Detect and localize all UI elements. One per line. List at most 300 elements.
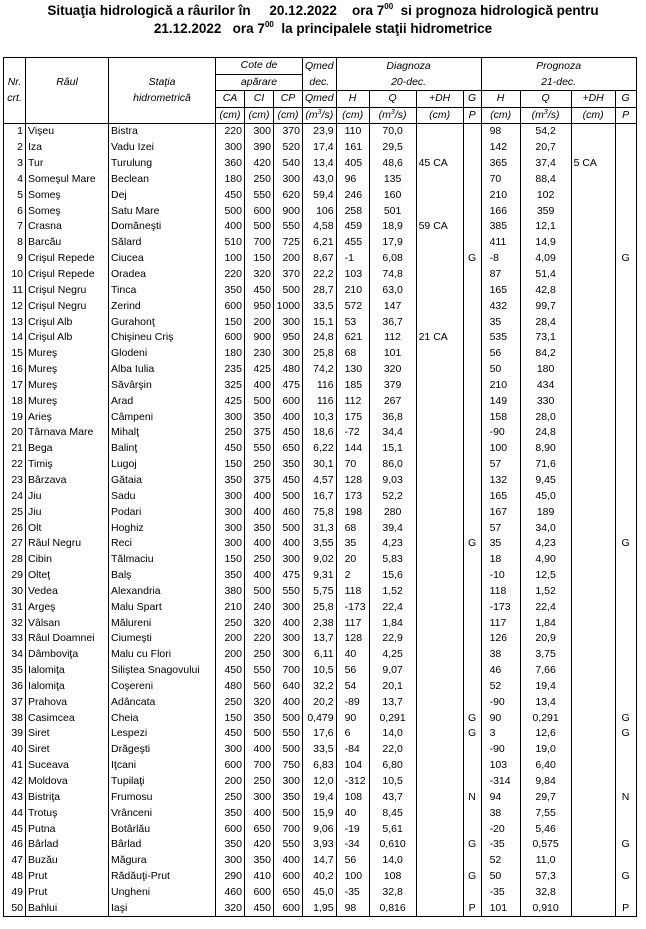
table-row <box>4 330 637 346</box>
unit-m3s-a-diag: (m <box>378 108 391 121</box>
cell-station: Oradea <box>109 267 216 283</box>
cell-river: Jiu <box>26 488 109 504</box>
cell-nr: 23 <box>4 473 26 489</box>
cell-g-diag <box>463 156 481 172</box>
cell-g-diag <box>463 885 481 901</box>
header-unit-h-diag <box>336 107 369 124</box>
cell-dh-prog <box>571 425 615 441</box>
cell-q-prog: 330 <box>520 393 571 409</box>
table-row <box>4 774 637 790</box>
cell-g-diag <box>463 457 481 473</box>
cell-dh-prog <box>571 821 615 837</box>
table-row <box>4 282 637 298</box>
cell-ci: 550 <box>245 187 274 203</box>
cell-cp: 460 <box>274 504 303 520</box>
cell-q-diag: 29,5 <box>369 140 416 156</box>
cell-river: Râul Negru <box>26 536 109 552</box>
cell-h-diag: 117 <box>336 615 369 631</box>
cell-h-diag: 128 <box>336 473 369 489</box>
cell-dh-diag <box>416 457 463 473</box>
cell-dh-diag <box>416 742 463 758</box>
header-qmed2-text: dec. <box>309 75 330 88</box>
cell-dh-prog <box>571 362 615 378</box>
cell-dh-diag <box>416 409 463 425</box>
cell-h-diag: 258 <box>336 203 369 219</box>
cell-h-diag: 53 <box>336 314 369 330</box>
cell-dh-diag <box>416 900 463 916</box>
cell-h-diag: 112 <box>336 393 369 409</box>
cell-ca: 425 <box>216 393 245 409</box>
header-unit-ca <box>216 107 245 124</box>
cell-station: Gătaia <box>109 473 216 489</box>
cell-ci: 500 <box>245 583 274 599</box>
cell-dh-prog <box>571 647 615 663</box>
cell-qmed: 6,22 <box>303 441 337 457</box>
cell-river: Mureş <box>26 393 109 409</box>
cell-q-diag: 39,4 <box>369 520 416 536</box>
cell-station: Balinţ <box>109 441 216 457</box>
cell-h-prog: -90 <box>481 425 520 441</box>
cell-nr: 1 <box>4 124 26 140</box>
cell-river: Trotuş <box>26 805 109 821</box>
unit-m3s-b-diag: /s) <box>394 108 407 121</box>
cell-ci: 400 <box>245 742 274 758</box>
cell-q-diag: 5,83 <box>369 552 416 568</box>
cell-ca: 350 <box>216 282 245 298</box>
cell-qmed: 116 <box>303 378 337 394</box>
cell-qmed: 17,4 <box>303 140 337 156</box>
cell-g-prog <box>615 393 636 409</box>
cell-ci: 420 <box>245 156 274 172</box>
cell-station: Adâncata <box>109 694 216 710</box>
cell-q-prog: 5,46 <box>520 821 571 837</box>
cell-g-prog <box>615 821 636 837</box>
cell-station: Beclean <box>109 172 216 188</box>
cell-dh-diag <box>416 251 463 267</box>
cell-ca: 250 <box>216 615 245 631</box>
cell-river: Vedea <box>26 583 109 599</box>
cell-ci: 350 <box>245 710 274 726</box>
cell-h-diag: 40 <box>336 805 369 821</box>
cell-ca: 460 <box>216 885 245 901</box>
cell-h-prog: 132 <box>481 473 520 489</box>
cell-cp: 300 <box>274 346 303 362</box>
cell-station: Vrânceni <box>109 805 216 821</box>
cell-ci: 350 <box>245 853 274 869</box>
cell-g-prog <box>615 425 636 441</box>
cell-station: Podari <box>109 504 216 520</box>
cell-ca: 450 <box>216 187 245 203</box>
header-unit-ci <box>245 107 274 124</box>
cell-q-diag: 15,1 <box>369 441 416 457</box>
header-g-diag-text: G <box>468 92 477 105</box>
cell-g-prog <box>615 124 636 140</box>
cell-river: Jiu <box>26 504 109 520</box>
cell-station: Cheia <box>109 710 216 726</box>
cell-cp: 400 <box>274 409 303 425</box>
cell-ca: 350 <box>216 568 245 584</box>
cell-h-prog: 52 <box>481 679 520 695</box>
cell-q-prog: 9,84 <box>520 774 571 790</box>
cell-q-prog: 20,9 <box>520 631 571 647</box>
cell-station: Malu Spart <box>109 599 216 615</box>
cell-qmed: 9,06 <box>303 821 337 837</box>
cell-station: Drăgeşti <box>109 742 216 758</box>
cell-h-prog: 56 <box>481 346 520 362</box>
header-units-nr <box>4 107 26 124</box>
header-h-prog <box>481 91 520 108</box>
cell-h-prog: 365 <box>481 156 520 172</box>
table-row <box>4 251 637 267</box>
unit-cm-ca: (cm) <box>219 108 241 121</box>
cell-cp: 600 <box>274 393 303 409</box>
cell-ca: 250 <box>216 425 245 441</box>
cell-h-prog: 149 <box>481 393 520 409</box>
cell-dh-diag <box>416 441 463 457</box>
cell-dh-diag <box>416 631 463 647</box>
header-qmed-dec <box>303 74 337 91</box>
cell-ca: 220 <box>216 267 245 283</box>
cell-g-diag <box>463 504 481 520</box>
unit-cm-dh-diag: (cm) <box>429 108 451 121</box>
header-qmed1-text: Qmed <box>305 59 334 72</box>
cell-cp: 540 <box>274 156 303 172</box>
cell-g-prog: G <box>615 536 636 552</box>
cell-cp: 500 <box>274 742 303 758</box>
cell-g-prog <box>615 140 636 156</box>
cell-dh-diag <box>416 758 463 774</box>
cell-qmed: 32,2 <box>303 679 337 695</box>
cell-q-diag: 22,0 <box>369 742 416 758</box>
cell-q-prog: 0,291 <box>520 710 571 726</box>
cell-q-diag: 9,03 <box>369 473 416 489</box>
cell-h-prog: -8 <box>481 251 520 267</box>
cell-q-diag: 1,84 <box>369 615 416 631</box>
header-q-diag-text: Q <box>388 92 397 105</box>
cell-cp: 650 <box>274 441 303 457</box>
cell-qmed: 59,4 <box>303 187 337 203</box>
cell-h-prog: 50 <box>481 362 520 378</box>
cell-h-diag: -19 <box>336 821 369 837</box>
cell-station: Chişineu Criş <box>109 330 216 346</box>
cell-dh-prog <box>571 805 615 821</box>
cell-q-diag: 6,80 <box>369 758 416 774</box>
cell-qmed: 10,5 <box>303 663 337 679</box>
unit-m3s-a-qmed: (m <box>305 108 318 121</box>
header-qmed <box>303 91 337 108</box>
cell-dh-prog <box>571 853 615 869</box>
cell-nr: 45 <box>4 821 26 837</box>
cell-station: Malu cu Flori <box>109 647 216 663</box>
cell-qmed: 3,55 <box>303 536 337 552</box>
cell-station: Mălureni <box>109 615 216 631</box>
cell-qmed: 45,0 <box>303 885 337 901</box>
header-crt-text: crt. <box>7 92 22 105</box>
cell-nr: 49 <box>4 885 26 901</box>
cell-q-prog: 34,0 <box>520 520 571 536</box>
cell-g-prog: P <box>615 900 636 916</box>
cell-ci: 320 <box>245 615 274 631</box>
cell-dh-prog <box>571 900 615 916</box>
cell-cp: 350 <box>274 457 303 473</box>
cell-dh-prog <box>571 869 615 885</box>
cell-qmed: 25,8 <box>303 346 337 362</box>
cell-qmed: 6,11 <box>303 647 337 663</box>
cell-cp: 450 <box>274 473 303 489</box>
cell-q-prog: 45,0 <box>520 488 571 504</box>
cell-dh-prog <box>571 679 615 695</box>
cell-station: Botârlău <box>109 821 216 837</box>
cell-g-diag <box>463 298 481 314</box>
cell-cp: 700 <box>274 821 303 837</box>
cell-nr: 13 <box>4 314 26 330</box>
cell-station: Frumosu <box>109 789 216 805</box>
table-row <box>4 314 637 330</box>
cell-river: Arieş <box>26 409 109 425</box>
cell-river: Moldova <box>26 774 109 790</box>
unit-m3s-b-prog: /s) <box>547 108 560 121</box>
cell-nr: 20 <box>4 425 26 441</box>
title-hour-a: ora 7 <box>351 3 385 18</box>
cell-cp: 950 <box>274 330 303 346</box>
cell-ca: 150 <box>216 457 245 473</box>
table-row <box>4 758 637 774</box>
cell-river: Siret <box>26 742 109 758</box>
cell-q-prog: 359 <box>520 203 571 219</box>
cell-q-diag: 135 <box>369 172 416 188</box>
cell-q-prog: 0,575 <box>520 837 571 853</box>
cell-ci: 900 <box>245 330 274 346</box>
hydro-table-container <box>3 57 637 917</box>
cell-river: Bârlad <box>26 837 109 853</box>
cell-dh-prog <box>571 885 615 901</box>
cell-ca: 400 <box>216 219 245 235</box>
unit-m3s-a-prog: (m <box>531 108 544 121</box>
cell-nr: 26 <box>4 520 26 536</box>
cell-dh-diag <box>416 885 463 901</box>
unit-p-prog: P <box>622 108 630 121</box>
cell-g-prog <box>615 219 636 235</box>
cell-dh-diag <box>416 362 463 378</box>
cell-cp: 400 <box>274 694 303 710</box>
cell-dh-prog <box>571 552 615 568</box>
cell-dh-prog <box>571 346 615 362</box>
cell-dh-prog <box>571 536 615 552</box>
header-dh-prog-text: +DH <box>582 92 604 105</box>
cell-ca: 150 <box>216 710 245 726</box>
cell-cp: 500 <box>274 710 303 726</box>
cell-g-diag <box>463 805 481 821</box>
cell-dh-prog <box>571 520 615 536</box>
cell-g-prog <box>615 457 636 473</box>
unit-cm-h-prog: (cm) <box>490 108 512 121</box>
cell-h-diag: -1 <box>336 251 369 267</box>
cell-ci: 400 <box>245 378 274 394</box>
cell-nr: 40 <box>4 742 26 758</box>
cell-q-diag: 112 <box>369 330 416 346</box>
cell-cp: 300 <box>274 774 303 790</box>
unit-cm-ci: (cm) <box>248 108 270 121</box>
cell-q-diag: 34,4 <box>369 425 416 441</box>
cell-ca: 350 <box>216 473 245 489</box>
cell-qmed: 5,75 <box>303 583 337 599</box>
cell-ci: 350 <box>245 520 274 536</box>
cell-nr: 50 <box>4 900 26 916</box>
cell-cp: 700 <box>274 663 303 679</box>
cell-h-prog: 165 <box>481 282 520 298</box>
cell-river: Suceava <box>26 758 109 774</box>
cell-q-prog: 20,7 <box>520 140 571 156</box>
cell-ca: 300 <box>216 140 245 156</box>
cell-h-prog: 52 <box>481 853 520 869</box>
cell-g-prog <box>615 853 636 869</box>
title-diagnosis-date: 20.12.2022 <box>269 3 337 18</box>
cell-h-prog: 35 <box>481 536 520 552</box>
header-nr-text: Nr. <box>7 75 22 88</box>
cell-h-prog: 94 <box>481 789 520 805</box>
title-hour-b-sup: 00 <box>264 20 274 29</box>
header-ca <box>216 91 245 108</box>
cell-q-prog: 22,4 <box>520 599 571 615</box>
cell-river: Dâmboviţa <box>26 647 109 663</box>
cell-q-prog: 88,4 <box>520 172 571 188</box>
header-statia2-text: hidrometrică <box>133 92 191 105</box>
cell-q-diag: 86,0 <box>369 457 416 473</box>
cell-river: Mureş <box>26 362 109 378</box>
unit-m3s-sup-diag: 3 <box>390 108 395 116</box>
cell-ci: 300 <box>245 124 274 140</box>
cell-ca: 300 <box>216 409 245 425</box>
cell-g-prog <box>615 552 636 568</box>
cell-h-diag: 110 <box>336 124 369 140</box>
header-unit-h-prog <box>481 107 520 124</box>
cell-ci: 320 <box>245 694 274 710</box>
cell-dh-diag <box>416 869 463 885</box>
cell-h-diag: 103 <box>336 267 369 283</box>
title-hour-b: ora 7 <box>232 21 265 36</box>
cell-q-diag: 52,2 <box>369 488 416 504</box>
cell-g-diag: G <box>463 869 481 885</box>
cell-h-prog: -314 <box>481 774 520 790</box>
cell-ca: 600 <box>216 758 245 774</box>
cell-cp: 1000 <box>274 298 303 314</box>
cell-g-diag <box>463 409 481 425</box>
cell-q-diag: 48,6 <box>369 156 416 172</box>
cell-river: Bahlui <box>26 900 109 916</box>
cell-dh-prog <box>571 140 615 156</box>
cell-ca: 150 <box>216 314 245 330</box>
cell-river: Prut <box>26 885 109 901</box>
cell-q-prog: 4,09 <box>520 251 571 267</box>
cell-qmed: 16,7 <box>303 488 337 504</box>
cell-ci: 400 <box>245 504 274 520</box>
header-prognoza-group <box>481 58 636 75</box>
table-row <box>4 663 637 679</box>
cell-nr: 37 <box>4 694 26 710</box>
cell-g-diag: G <box>463 837 481 853</box>
cell-cp: 400 <box>274 853 303 869</box>
cell-q-diag: 43,7 <box>369 789 416 805</box>
cell-cp: 400 <box>274 536 303 552</box>
unit-m3s-b-qmed: /s) <box>321 108 334 121</box>
cell-qmed: 3,93 <box>303 837 337 853</box>
cell-qmed: 15,1 <box>303 314 337 330</box>
cell-h-prog: 3 <box>481 726 520 742</box>
cell-h-prog: 535 <box>481 330 520 346</box>
cell-cp: 640 <box>274 679 303 695</box>
cell-river: Cibin <box>26 552 109 568</box>
cell-dh-prog <box>571 615 615 631</box>
cell-nr: 35 <box>4 663 26 679</box>
cell-ci: 400 <box>245 488 274 504</box>
cell-q-prog: 19,0 <box>520 742 571 758</box>
cell-ci: 700 <box>245 235 274 251</box>
table-row <box>4 568 637 584</box>
cell-g-prog <box>615 282 636 298</box>
cell-q-prog: 7,66 <box>520 663 571 679</box>
table-row <box>4 409 637 425</box>
cell-h-diag: 54 <box>336 679 369 695</box>
cell-qmed: 6,83 <box>303 758 337 774</box>
cell-h-prog: 385 <box>481 219 520 235</box>
cell-q-diag: 70,0 <box>369 124 416 140</box>
cell-dh-diag <box>416 599 463 615</box>
cell-h-diag: 6 <box>336 726 369 742</box>
cell-nr: 32 <box>4 615 26 631</box>
cell-q-diag: 63,0 <box>369 282 416 298</box>
cell-q-diag: 501 <box>369 203 416 219</box>
cell-nr: 19 <box>4 409 26 425</box>
cell-h-diag: 175 <box>336 409 369 425</box>
cell-ci: 250 <box>245 172 274 188</box>
cell-qmed: 40,2 <box>303 869 337 885</box>
table-row <box>4 346 637 362</box>
cell-h-prog: 126 <box>481 631 520 647</box>
cell-h-prog: 167 <box>481 504 520 520</box>
cell-dh-diag <box>416 821 463 837</box>
table-row <box>4 362 637 378</box>
cell-dh-diag <box>416 536 463 552</box>
cell-g-diag <box>463 187 481 203</box>
cell-q-diag: 0,610 <box>369 837 416 853</box>
cell-qmed: 24,8 <box>303 330 337 346</box>
cell-g-prog <box>615 774 636 790</box>
cell-dh-prog <box>571 710 615 726</box>
cell-ca: 290 <box>216 869 245 885</box>
cell-ci: 250 <box>245 552 274 568</box>
cell-h-diag: 198 <box>336 504 369 520</box>
table-row <box>4 583 637 599</box>
cell-ci: 400 <box>245 536 274 552</box>
cell-nr: 16 <box>4 362 26 378</box>
cell-g-diag <box>463 393 481 409</box>
table-row <box>4 631 637 647</box>
cell-h-diag: -34 <box>336 837 369 853</box>
cell-dh-diag <box>416 837 463 853</box>
header-cp <box>274 91 303 108</box>
cell-g-prog: G <box>615 869 636 885</box>
header-g-prog-text: G <box>621 92 630 105</box>
cell-ci: 250 <box>245 457 274 473</box>
cell-q-diag: 4,23 <box>369 536 416 552</box>
cell-qmed: 9,02 <box>303 552 337 568</box>
cell-river: Buzău <box>26 853 109 869</box>
cell-q-prog: 24,8 <box>520 425 571 441</box>
table-row <box>4 488 637 504</box>
cell-g-prog <box>615 504 636 520</box>
cell-h-diag: 20 <box>336 552 369 568</box>
cell-g-diag <box>463 314 481 330</box>
